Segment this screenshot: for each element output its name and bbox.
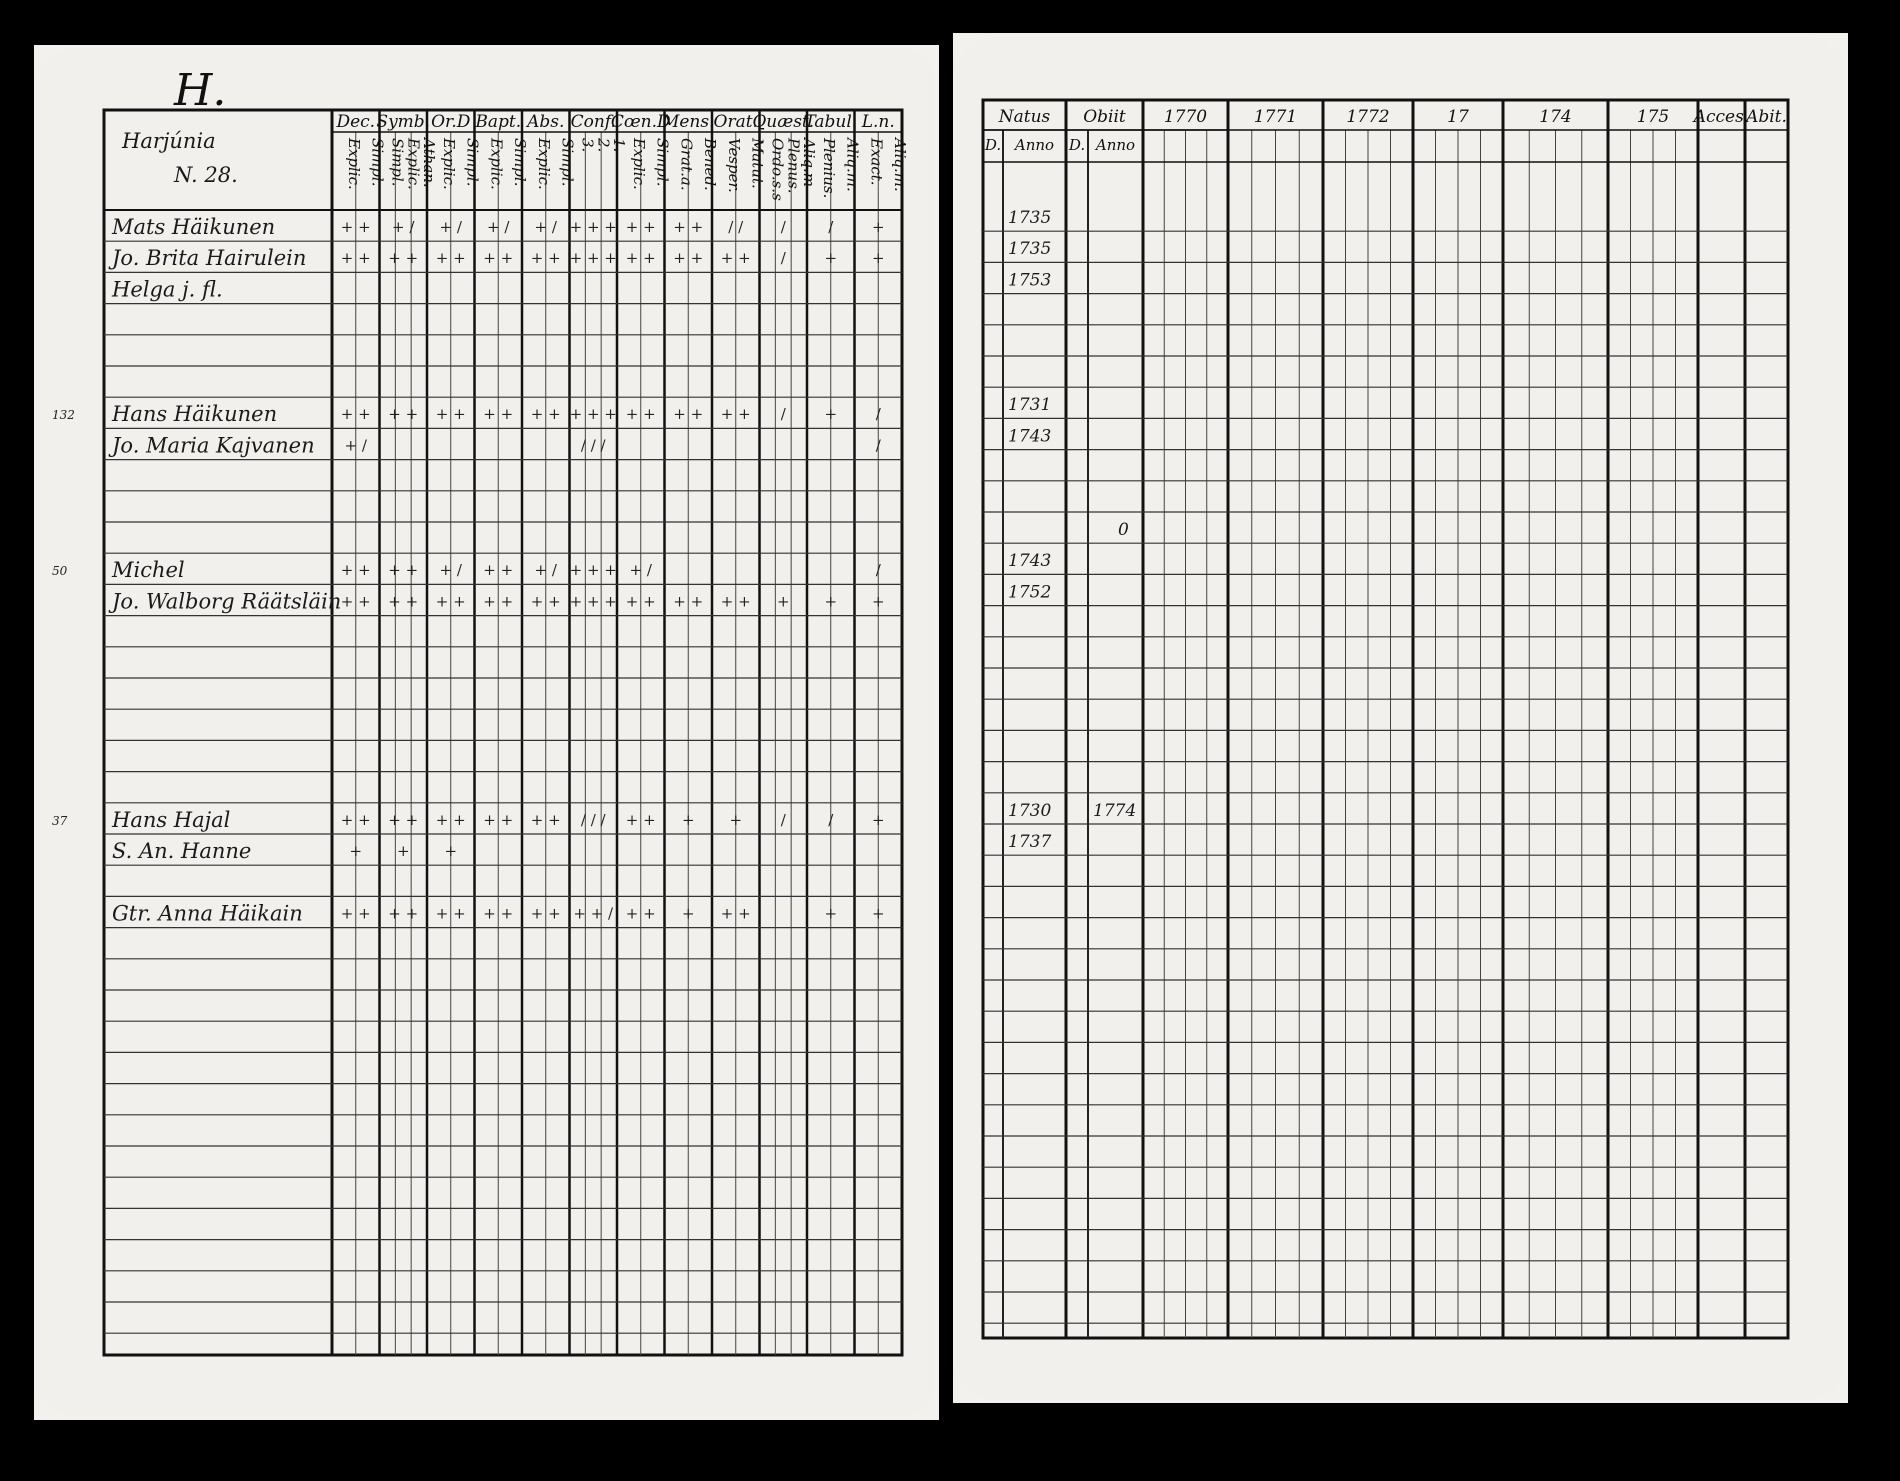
entry-mark: + + + [569,249,617,268]
column-header: 1770 [1163,107,1208,127]
sub-header: Simpl. [653,138,672,187]
entry-name: Jo. Walborg Räätsläin [112,589,342,614]
column-header: Mens. [661,112,715,132]
column-header: Bapt. [475,112,522,132]
parish-name: Harjúnia [122,129,216,153]
entry-mark: / [780,810,786,829]
entry-name: Helga j. fl. [112,277,223,302]
column-header: Abs. [527,112,565,132]
birth-year: 1737 [1008,832,1052,852]
left-register-page [34,45,939,1420]
sub-header: Exact. [867,138,886,186]
entry-mark: / / / [580,810,606,829]
column-header: Natus [998,107,1051,127]
column-header: Conf. [570,112,616,132]
house-number: N. 28. [174,163,238,187]
entry-name: Jo. Maria Kajvanen [112,433,315,458]
marginal-number: 37 [52,813,68,828]
entry-mark: + / [439,218,462,236]
entry-mark: + + [435,592,466,611]
sub-header: Explic. [629,138,648,190]
entry-mark: + + [720,592,751,611]
entry-mark: + + + [569,405,617,424]
sub-header: Ordo.s.s [768,138,787,201]
entry-mark: / [828,810,834,829]
table-border [104,110,902,1355]
entry-mark: + + [673,249,704,268]
entry-mark: / [875,436,881,455]
sub-header: 1. [610,138,629,153]
sub-header: Aliq.m. [891,138,910,192]
sub-header: Explic. [344,138,363,190]
entry-mark: + + [483,810,514,829]
entry-mark: + + [483,249,514,268]
entry-mark: + / [487,218,510,236]
birth-year: 1743 [1008,426,1052,447]
entry-mark: + + [720,405,751,424]
entry-name: Hans Hajal [112,807,231,832]
right-register-table [953,33,1848,1403]
entry-mark: + [871,810,885,829]
entry-mark: + / [392,218,415,236]
entry-mark: + + [388,249,419,268]
death-mark: 0 [1118,520,1129,540]
birth-year: 1735 [1008,208,1052,228]
entry-name: S. An. Hanne [112,839,252,863]
entry-mark: + + [483,561,514,580]
entry-mark: + [444,842,458,860]
entry-mark: + / [629,561,652,580]
sub-header: Bened. [701,138,720,191]
entry-mark: + + [388,405,419,424]
entry-mark: + + [483,592,514,611]
entry-mark: + + [340,561,371,580]
page-number: H. [174,65,227,116]
entry-mark: + [824,592,838,611]
entry-mark: + + [625,218,656,236]
sub-header: D. [1068,136,1086,154]
sub-header: Plenus. [784,138,803,194]
entry-name: Hans Häikunen [112,402,278,427]
entry-mark: + [871,904,885,923]
entry-mark: + [871,249,885,268]
entry-mark: + + [388,810,419,829]
entry-mark: + + [720,904,751,923]
entry-mark: + / [534,561,557,580]
sub-header: Explic. [439,138,458,190]
entry-mark: + + [673,592,704,611]
entry-mark: + + [435,810,466,829]
entry-mark: / [780,218,786,236]
entry-mark: + + [625,249,656,268]
right-register-page [953,33,1848,1403]
entry-mark: + + / [573,904,614,923]
entry-mark: + + [388,561,419,580]
column-header: 1772 [1346,107,1390,127]
entry-mark: + [824,249,838,268]
entry-mark: + + [388,592,419,611]
entry-mark: + + [435,405,466,424]
marginal-number: 132 [52,408,75,423]
sub-header: Plenius. [819,138,838,199]
column-header: Acces. [1693,107,1750,127]
sub-header: D. [984,136,1002,154]
sub-header: Simpl. [368,138,387,187]
column-header: Abit. [1746,107,1787,127]
entry-mark: + + [340,592,371,611]
sub-header: Grat.a. [677,138,696,191]
sub-header: Simpl. [511,138,530,187]
entry-mark: + + [625,592,656,611]
entry-mark: + + [720,249,751,268]
column-header: Quæst. [752,112,815,132]
sub-header: Explic. [534,138,553,190]
entry-mark: + [349,842,363,860]
entry-mark: + + [340,218,371,236]
entry-mark: + + [625,810,656,829]
entry-mark: + [871,592,885,611]
marginal-number: 50 [52,564,68,579]
entry-name: Mats Häikunen [112,215,276,239]
entry-mark: + + [673,405,704,424]
column-header: 175 [1636,107,1670,127]
sub-header: 3. [578,138,597,153]
sub-header: Aliq.m. [843,138,862,192]
entry-mark: + + [483,904,514,923]
birth-year: 1743 [1008,551,1052,572]
birth-year: 1731 [1008,395,1052,416]
entry-mark: / [780,249,786,268]
entry-mark: + [681,904,695,923]
entry-mark: + + [530,405,561,424]
entry-mark: / [780,405,786,424]
entry-mark: + + [530,810,561,829]
entry-mark: + [871,218,885,236]
column-header: L.n. [861,112,895,132]
entry-name: Jo. Brita Hairulein [112,246,307,271]
entry-mark: + [824,405,838,424]
sub-header: Anno [1014,136,1055,154]
birth-year: 1730 [1008,800,1052,821]
birth-year: 1752 [1008,582,1052,603]
entry-name: Gtr. Anna Häikain [112,901,303,926]
entry-mark: / [875,561,881,580]
sub-header: Explic. [404,138,423,190]
entry-mark: / [875,405,881,424]
entry-mark: + [681,810,695,829]
sub-header: Athan. [420,138,439,188]
column-header: 1771 [1253,107,1298,127]
entry-mark: + + [625,405,656,424]
sub-header: Matut. [748,138,767,189]
entry-mark: + + [435,904,466,923]
entry-mark: + / [534,218,557,236]
sub-header: Explic. [487,138,506,190]
entry-mark: / [828,218,834,236]
entry-mark: + + [625,904,656,923]
column-header: Orat. [713,112,758,132]
entry-mark: + + [340,904,371,923]
entry-mark: + + [530,904,561,923]
entry-mark: + + [673,218,704,236]
entry-mark: + + [530,592,561,611]
column-header: 17 [1447,107,1469,127]
sub-header: Anno [1095,136,1136,154]
birth-year: 1753 [1008,270,1052,291]
left-register-table [34,45,939,1420]
column-header: 174 [1539,107,1572,127]
column-header: Or.D [431,112,471,132]
entry-mark: + + [483,405,514,424]
entry-mark: + + [340,810,371,829]
entry-mark: + [776,592,790,611]
entry-mark: + [824,904,838,923]
entry-mark: + + + [569,218,617,236]
entry-mark: + / [344,436,367,455]
column-header: Tabul. [804,112,858,132]
sub-header: Vesper. [724,138,743,193]
entry-mark: + + + [569,561,617,580]
entry-mark: + + [340,405,371,424]
sub-header: 2. [594,138,613,153]
death-year: 1774 [1093,800,1137,821]
column-header: Symb. [376,112,431,132]
column-header: Obiit [1083,107,1126,127]
birth-year: 1735 [1008,239,1052,260]
entry-mark: / / [728,218,744,236]
sub-header: Simpl. [558,138,577,187]
entry-mark: + + [340,249,371,268]
entry-mark: + / [439,561,462,580]
table-border [983,100,1788,1338]
entry-mark: / / / [580,436,606,455]
column-header: Dec. [336,112,376,132]
entry-name: Michel [112,558,185,583]
entry-mark: + + [530,249,561,268]
column-header: Cœn.D [610,112,671,132]
entry-mark: + + [388,904,419,923]
entry-mark: + [729,810,743,829]
sub-header: Simpl. [388,138,407,187]
entry-mark: + + + [569,592,617,611]
sub-header: Aliq.m [800,138,819,188]
sub-header: Simpl. [463,138,482,187]
entry-mark: + + [435,249,466,268]
entry-mark: + [396,842,410,860]
